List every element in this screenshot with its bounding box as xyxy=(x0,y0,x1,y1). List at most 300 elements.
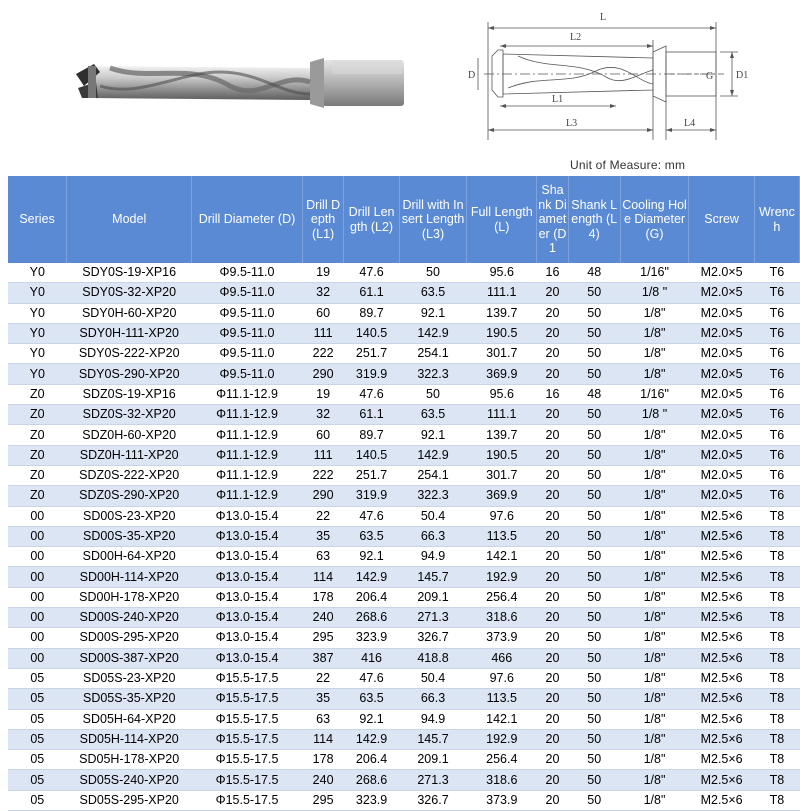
cell-full-length: 139.7 xyxy=(467,303,537,323)
cell-shank-length: 50 xyxy=(568,547,620,567)
cell-shank-diameter: 20 xyxy=(537,344,569,364)
cell-series: Z0 xyxy=(8,445,67,465)
dimension-diagram xyxy=(448,0,800,152)
cell-full-length: 369.9 xyxy=(467,364,537,384)
cell-shank-diameter: 20 xyxy=(537,506,569,526)
cell-shank-length: 50 xyxy=(568,465,620,485)
cell-model: SD00S-240-XP20 xyxy=(67,608,192,628)
cell-insert-length: 142.9 xyxy=(399,445,467,465)
cell-model: SD05S-23-XP20 xyxy=(67,668,192,688)
cell-model: SDY0H-60-XP20 xyxy=(67,303,192,323)
label-L4: L4 xyxy=(684,118,696,129)
cell-full-length: 190.5 xyxy=(467,323,537,343)
cell-shank-diameter: 20 xyxy=(537,729,569,749)
table-row xyxy=(8,303,800,323)
col-model: Model xyxy=(67,176,192,263)
cell-model: SDY0S-19-XP16 xyxy=(67,263,192,283)
cell-wrench: T6 xyxy=(754,323,799,343)
cell-drill-length: 140.5 xyxy=(344,323,399,343)
cell-wrench: T6 xyxy=(754,263,799,283)
cell-cooling-hole: 1/8" xyxy=(620,323,689,343)
cell-series: Y0 xyxy=(8,283,67,303)
cell-insert-length: 209.1 xyxy=(399,587,467,607)
cell-wrench: T8 xyxy=(754,648,799,668)
cell-full-length: 318.6 xyxy=(467,770,537,790)
cell-insert-length: 209.1 xyxy=(399,750,467,770)
table-row xyxy=(8,465,800,485)
cell-drill-length: 63.5 xyxy=(344,526,399,546)
cell-wrench: T8 xyxy=(754,770,799,790)
cell-series: 05 xyxy=(8,689,67,709)
cell-screw: M2.5×6 xyxy=(689,506,754,526)
cell-cooling-hole: 1/8" xyxy=(620,344,689,364)
cell-screw: M2.5×6 xyxy=(689,526,754,546)
cell-full-length: 111.1 xyxy=(467,283,537,303)
table-row xyxy=(8,445,800,465)
cell-wrench: T8 xyxy=(754,709,799,729)
cell-drill-depth: 22 xyxy=(302,506,344,526)
cell-shank-diameter: 20 xyxy=(537,790,569,810)
cell-wrench: T8 xyxy=(754,790,799,810)
table-row xyxy=(8,608,800,628)
cell-screw: M2.5×6 xyxy=(689,547,754,567)
cell-shank-diameter: 20 xyxy=(537,648,569,668)
cell-drill-depth: 222 xyxy=(302,465,344,485)
cell-drill-diameter: Φ13.0-15.4 xyxy=(192,547,302,567)
cell-drill-length: 142.9 xyxy=(344,567,399,587)
cell-shank-diameter: 20 xyxy=(537,445,569,465)
cell-cooling-hole: 1/8" xyxy=(620,465,689,485)
cell-cooling-hole: 1/8 " xyxy=(620,283,689,303)
cell-drill-depth: 35 xyxy=(302,526,344,546)
cell-drill-diameter: Φ11.1-12.9 xyxy=(192,384,302,404)
cell-shank-length: 50 xyxy=(568,323,620,343)
cell-drill-length: 63.5 xyxy=(344,689,399,709)
cell-series: Y0 xyxy=(8,344,67,364)
cell-model: SD00S-23-XP20 xyxy=(67,506,192,526)
cell-drill-diameter: Φ15.5-17.5 xyxy=(192,750,302,770)
cell-full-length: 301.7 xyxy=(467,465,537,485)
cell-shank-length: 50 xyxy=(568,729,620,749)
table-row xyxy=(8,384,800,404)
cell-shank-length: 50 xyxy=(568,405,620,425)
cell-series: Z0 xyxy=(8,405,67,425)
cell-shank-diameter: 20 xyxy=(537,770,569,790)
table-row xyxy=(8,547,800,567)
col-full-length: Full Length (L) xyxy=(467,176,537,263)
cell-shank-diameter: 20 xyxy=(537,709,569,729)
cell-cooling-hole: 1/8" xyxy=(620,709,689,729)
cell-insert-length: 322.3 xyxy=(399,364,467,384)
cell-full-length: 369.9 xyxy=(467,486,537,506)
cell-model: SD05H-64-XP20 xyxy=(67,709,192,729)
label-L: L xyxy=(600,12,607,23)
cell-insert-length: 271.3 xyxy=(399,770,467,790)
cell-model: SD05H-178-XP20 xyxy=(67,750,192,770)
cell-cooling-hole: 1/8" xyxy=(620,750,689,770)
cell-full-length: 466 xyxy=(467,648,537,668)
cell-full-length: 139.7 xyxy=(467,425,537,445)
cell-screw: M2.5×6 xyxy=(689,790,754,810)
cell-screw: M2.0×5 xyxy=(689,364,754,384)
cell-drill-diameter: Φ11.1-12.9 xyxy=(192,425,302,445)
cell-full-length: 192.9 xyxy=(467,729,537,749)
cell-cooling-hole: 1/8 " xyxy=(620,405,689,425)
cell-series: 05 xyxy=(8,770,67,790)
table-row xyxy=(8,486,800,506)
cell-shank-length: 50 xyxy=(568,283,620,303)
cell-drill-length: 47.6 xyxy=(344,384,399,404)
cell-drill-diameter: Φ9.5-11.0 xyxy=(192,303,302,323)
cell-cooling-hole: 1/8" xyxy=(620,547,689,567)
cell-model: SD05S-35-XP20 xyxy=(67,689,192,709)
cell-cooling-hole: 1/8" xyxy=(620,364,689,384)
cell-drill-depth: 178 xyxy=(302,750,344,770)
cell-insert-length: 92.1 xyxy=(399,425,467,445)
cell-shank-length: 50 xyxy=(568,709,620,729)
cell-drill-depth: 240 xyxy=(302,608,344,628)
cell-drill-diameter: Φ9.5-11.0 xyxy=(192,323,302,343)
cell-cooling-hole: 1/8" xyxy=(620,445,689,465)
cell-insert-length: 326.7 xyxy=(399,628,467,648)
table-row xyxy=(8,770,800,790)
cell-model: SD00S-35-XP20 xyxy=(67,526,192,546)
cell-drill-diameter: Φ15.5-17.5 xyxy=(192,729,302,749)
cell-model: SDY0S-32-XP20 xyxy=(67,283,192,303)
cell-full-length: 97.6 xyxy=(467,668,537,688)
cell-shank-diameter: 20 xyxy=(537,425,569,445)
cell-series: 05 xyxy=(8,668,67,688)
cell-model: SDZ0H-111-XP20 xyxy=(67,445,192,465)
col-wrench: Wrench xyxy=(754,176,799,263)
cell-cooling-hole: 1/8" xyxy=(620,770,689,790)
cell-insert-length: 63.5 xyxy=(399,405,467,425)
cell-drill-depth: 222 xyxy=(302,344,344,364)
cell-shank-diameter: 16 xyxy=(537,263,569,283)
cell-series: 05 xyxy=(8,709,67,729)
cell-drill-depth: 111 xyxy=(302,323,344,343)
cell-series: 00 xyxy=(8,628,67,648)
cell-wrench: T8 xyxy=(754,608,799,628)
cell-full-length: 256.4 xyxy=(467,750,537,770)
cell-drill-depth: 111 xyxy=(302,445,344,465)
cell-shank-diameter: 20 xyxy=(537,587,569,607)
cell-drill-length: 268.6 xyxy=(344,608,399,628)
col-series: Series xyxy=(8,176,67,263)
cell-series: 00 xyxy=(8,648,67,668)
table-row xyxy=(8,323,800,343)
cell-wrench: T6 xyxy=(754,283,799,303)
cell-series: 05 xyxy=(8,790,67,810)
table-row xyxy=(8,790,800,810)
col-drill-depth: Drill Depth (L1) xyxy=(302,176,344,263)
cell-drill-diameter: Φ15.5-17.5 xyxy=(192,770,302,790)
cell-drill-length: 47.6 xyxy=(344,263,399,283)
cell-drill-length: 319.9 xyxy=(344,364,399,384)
cell-shank-length: 50 xyxy=(568,526,620,546)
col-drill-length: Drill Length (L2) xyxy=(344,176,399,263)
cell-drill-depth: 114 xyxy=(302,567,344,587)
cell-shank-diameter: 20 xyxy=(537,547,569,567)
cell-cooling-hole: 1/8" xyxy=(620,303,689,323)
cell-model: SD00S-295-XP20 xyxy=(67,628,192,648)
cell-cooling-hole: 1/8" xyxy=(620,668,689,688)
cell-drill-length: 251.7 xyxy=(344,344,399,364)
cell-cooling-hole: 1/8" xyxy=(620,526,689,546)
cell-full-length: 142.1 xyxy=(467,547,537,567)
cell-insert-length: 50 xyxy=(399,263,467,283)
cell-model: SDZ0S-19-XP16 xyxy=(67,384,192,404)
cell-screw: M2.5×6 xyxy=(689,608,754,628)
cell-insert-length: 254.1 xyxy=(399,344,467,364)
cell-drill-length: 47.6 xyxy=(344,506,399,526)
cell-cooling-hole: 1/8" xyxy=(620,790,689,810)
cell-shank-length: 50 xyxy=(568,668,620,688)
cell-shank-length: 50 xyxy=(568,445,620,465)
cell-wrench: T8 xyxy=(754,729,799,749)
cell-shank-diameter: 20 xyxy=(537,486,569,506)
cell-screw: M2.0×5 xyxy=(689,344,754,364)
label-D1: D1 xyxy=(736,70,749,81)
cell-shank-length: 48 xyxy=(568,384,620,404)
cell-drill-diameter: Φ15.5-17.5 xyxy=(192,709,302,729)
cell-series: 00 xyxy=(8,608,67,628)
cell-screw: M2.0×5 xyxy=(689,323,754,343)
cell-cooling-hole: 1/8" xyxy=(620,608,689,628)
cell-insert-length: 271.3 xyxy=(399,608,467,628)
cell-insert-length: 94.9 xyxy=(399,547,467,567)
cell-cooling-hole: 1/8" xyxy=(620,648,689,668)
cell-drill-length: 47.6 xyxy=(344,668,399,688)
table-row xyxy=(8,689,800,709)
cell-screw: M2.0×5 xyxy=(689,425,754,445)
cell-drill-depth: 295 xyxy=(302,628,344,648)
table-row xyxy=(8,668,800,688)
label-L1: L1 xyxy=(552,94,564,105)
cell-screw: M2.5×6 xyxy=(689,628,754,648)
table-row xyxy=(8,750,800,770)
cell-drill-depth: 63 xyxy=(302,709,344,729)
cell-cooling-hole: 1/8" xyxy=(620,425,689,445)
cell-shank-diameter: 16 xyxy=(537,384,569,404)
cell-drill-diameter: Φ11.1-12.9 xyxy=(192,465,302,485)
table-row xyxy=(8,709,800,729)
cell-model: SDY0S-222-XP20 xyxy=(67,344,192,364)
cell-shank-diameter: 20 xyxy=(537,608,569,628)
cell-drill-diameter: Φ9.5-11.0 xyxy=(192,344,302,364)
cell-wrench: T6 xyxy=(754,465,799,485)
cell-drill-depth: 32 xyxy=(302,283,344,303)
cell-screw: M2.5×6 xyxy=(689,689,754,709)
table-row xyxy=(8,425,800,445)
cell-insert-length: 66.3 xyxy=(399,689,467,709)
cell-drill-depth: 19 xyxy=(302,384,344,404)
cell-full-length: 113.5 xyxy=(467,526,537,546)
cell-model: SDZ0S-222-XP20 xyxy=(67,465,192,485)
cell-drill-depth: 19 xyxy=(302,263,344,283)
cell-model: SD00H-178-XP20 xyxy=(67,587,192,607)
cell-shank-length: 50 xyxy=(568,689,620,709)
cell-shank-diameter: 20 xyxy=(537,750,569,770)
cell-cooling-hole: 1/16" xyxy=(620,263,689,283)
cell-full-length: 373.9 xyxy=(467,628,537,648)
cell-drill-diameter: Φ13.0-15.4 xyxy=(192,567,302,587)
cell-shank-diameter: 20 xyxy=(537,628,569,648)
cell-wrench: T6 xyxy=(754,364,799,384)
cell-shank-length: 50 xyxy=(568,486,620,506)
table-row xyxy=(8,364,800,384)
cell-screw: M2.0×5 xyxy=(689,384,754,404)
spec-table xyxy=(8,176,800,811)
cell-insert-length: 66.3 xyxy=(399,526,467,546)
cell-screw: M2.0×5 xyxy=(689,303,754,323)
cell-screw: M2.5×6 xyxy=(689,668,754,688)
cell-cooling-hole: 1/8" xyxy=(620,587,689,607)
cell-drill-depth: 35 xyxy=(302,689,344,709)
cell-insert-length: 50 xyxy=(399,384,467,404)
cell-screw: M2.0×5 xyxy=(689,465,754,485)
table-row xyxy=(8,567,800,587)
cell-series: Z0 xyxy=(8,384,67,404)
cell-screw: M2.0×5 xyxy=(689,486,754,506)
cell-drill-length: 92.1 xyxy=(344,547,399,567)
cell-shank-diameter: 20 xyxy=(537,303,569,323)
cell-drill-depth: 60 xyxy=(302,303,344,323)
cell-cooling-hole: 1/8" xyxy=(620,628,689,648)
table-row xyxy=(8,263,800,283)
cell-screw: M2.0×5 xyxy=(689,283,754,303)
cell-insert-length: 254.1 xyxy=(399,465,467,485)
cell-wrench: T8 xyxy=(754,750,799,770)
table-row xyxy=(8,587,800,607)
col-shank-length: Shank Length (L4) xyxy=(568,176,620,263)
cell-shank-diameter: 20 xyxy=(537,405,569,425)
col-insert-length: Drill with Insert Length (L3) xyxy=(399,176,467,263)
cell-drill-length: 251.7 xyxy=(344,465,399,485)
cell-screw: M2.0×5 xyxy=(689,405,754,425)
cell-drill-length: 323.9 xyxy=(344,790,399,810)
cell-screw: M2.5×6 xyxy=(689,729,754,749)
cell-series: 05 xyxy=(8,729,67,749)
cell-insert-length: 145.7 xyxy=(399,729,467,749)
cell-shank-diameter: 20 xyxy=(537,364,569,384)
cell-drill-length: 206.4 xyxy=(344,587,399,607)
cell-series: Y0 xyxy=(8,263,67,283)
cell-screw: M2.0×5 xyxy=(689,445,754,465)
cell-shank-length: 50 xyxy=(568,628,620,648)
cell-shank-diameter: 20 xyxy=(537,465,569,485)
col-shank-diameter: Shank Diameter (D1 xyxy=(537,176,569,263)
cell-drill-length: 268.6 xyxy=(344,770,399,790)
cell-insert-length: 322.3 xyxy=(399,486,467,506)
cell-series: 00 xyxy=(8,587,67,607)
cell-series: 00 xyxy=(8,506,67,526)
cell-cooling-hole: 1/8" xyxy=(620,689,689,709)
cell-shank-length: 50 xyxy=(568,587,620,607)
cell-cooling-hole: 1/8" xyxy=(620,567,689,587)
cell-shank-length: 50 xyxy=(568,506,620,526)
cell-drill-diameter: Φ13.0-15.4 xyxy=(192,587,302,607)
cell-drill-length: 89.7 xyxy=(344,303,399,323)
cell-model: SD05H-114-XP20 xyxy=(67,729,192,749)
cell-drill-depth: 32 xyxy=(302,405,344,425)
cell-series: Z0 xyxy=(8,425,67,445)
cell-drill-length: 206.4 xyxy=(344,750,399,770)
cell-drill-diameter: Φ13.0-15.4 xyxy=(192,506,302,526)
cell-screw: M2.5×6 xyxy=(689,770,754,790)
cell-drill-diameter: Φ9.5-11.0 xyxy=(192,263,302,283)
label-G: G xyxy=(706,71,714,82)
cell-drill-depth: 387 xyxy=(302,648,344,668)
cell-wrench: T6 xyxy=(754,303,799,323)
cell-wrench: T8 xyxy=(754,668,799,688)
cell-insert-length: 142.9 xyxy=(399,323,467,343)
cell-drill-depth: 240 xyxy=(302,770,344,790)
cell-drill-diameter: Φ13.0-15.4 xyxy=(192,526,302,546)
cell-full-length: 111.1 xyxy=(467,405,537,425)
col-cooling-hole: Cooling Hole Diameter (G) xyxy=(620,176,689,263)
table-row xyxy=(8,628,800,648)
cell-wrench: T6 xyxy=(754,445,799,465)
cell-model: SDZ0S-290-XP20 xyxy=(67,486,192,506)
cell-wrench: T6 xyxy=(754,405,799,425)
cell-screw: M2.5×6 xyxy=(689,648,754,668)
cell-insert-length: 92.1 xyxy=(399,303,467,323)
cell-series: 00 xyxy=(8,547,67,567)
header-row xyxy=(8,176,800,263)
cell-full-length: 95.6 xyxy=(467,384,537,404)
cell-insert-length: 50.4 xyxy=(399,668,467,688)
cell-shank-length: 50 xyxy=(568,364,620,384)
cell-shank-diameter: 20 xyxy=(537,283,569,303)
cell-shank-length: 50 xyxy=(568,567,620,587)
cell-wrench: T6 xyxy=(754,425,799,445)
cell-screw: M2.5×6 xyxy=(689,750,754,770)
cell-wrench: T8 xyxy=(754,506,799,526)
cell-drill-diameter: Φ13.0-15.4 xyxy=(192,608,302,628)
cell-drill-length: 61.1 xyxy=(344,405,399,425)
col-screw: Screw xyxy=(689,176,754,263)
cell-series: Y0 xyxy=(8,303,67,323)
label-L2: L2 xyxy=(570,32,582,43)
cell-full-length: 192.9 xyxy=(467,567,537,587)
table-row xyxy=(8,506,800,526)
cell-drill-diameter: Φ15.5-17.5 xyxy=(192,790,302,810)
cell-drill-length: 140.5 xyxy=(344,445,399,465)
cell-cooling-hole: 1/8" xyxy=(620,506,689,526)
cell-drill-diameter: Φ11.1-12.9 xyxy=(192,445,302,465)
cell-drill-depth: 295 xyxy=(302,790,344,810)
cell-insert-length: 94.9 xyxy=(399,709,467,729)
unit-of-measure: Unit of Measure: mm xyxy=(570,158,686,172)
cell-shank-length: 48 xyxy=(568,263,620,283)
cell-wrench: T6 xyxy=(754,384,799,404)
cell-drill-depth: 290 xyxy=(302,364,344,384)
cell-wrench: T8 xyxy=(754,628,799,648)
cell-screw: M2.5×6 xyxy=(689,709,754,729)
cell-model: SD05S-240-XP20 xyxy=(67,770,192,790)
cell-wrench: T8 xyxy=(754,689,799,709)
cell-full-length: 301.7 xyxy=(467,344,537,364)
cell-shank-length: 50 xyxy=(568,750,620,770)
cell-full-length: 113.5 xyxy=(467,689,537,709)
cell-insert-length: 50.4 xyxy=(399,506,467,526)
cell-drill-diameter: Φ9.5-11.0 xyxy=(192,364,302,384)
cell-drill-length: 319.9 xyxy=(344,486,399,506)
cell-screw: M2.0×5 xyxy=(689,263,754,283)
cell-series: Y0 xyxy=(8,323,67,343)
cell-series: 05 xyxy=(8,750,67,770)
